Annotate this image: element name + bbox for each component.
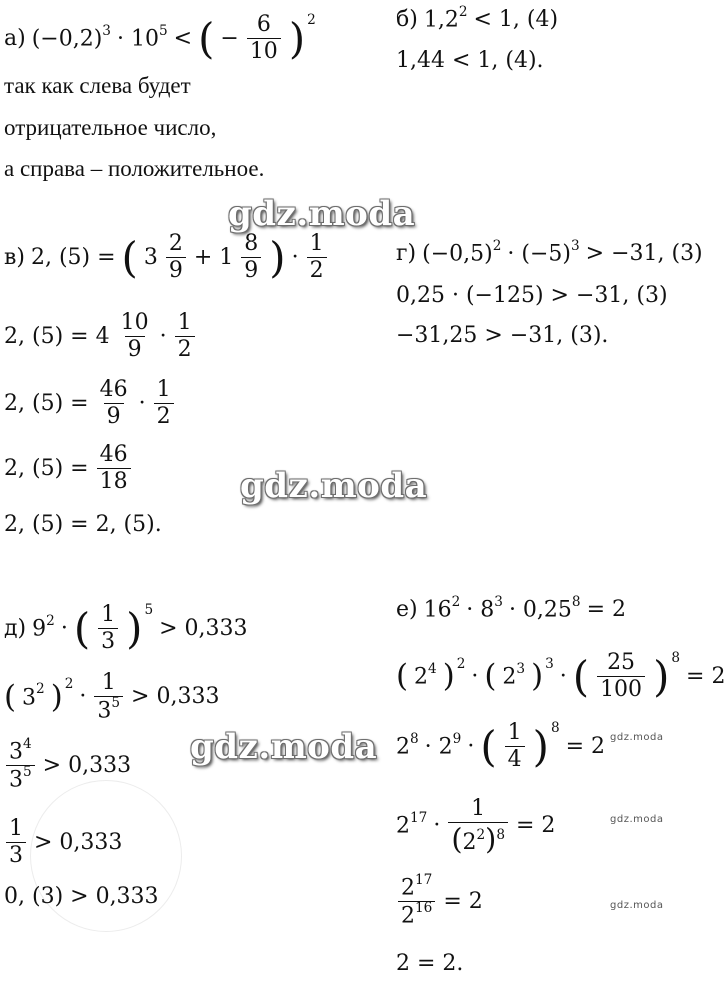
watermark-small-3: gdz.moda: [610, 900, 664, 911]
e-l4-do: 8: [496, 826, 505, 843]
e-l4-e1: 17: [410, 810, 428, 827]
a-mul: · 10: [116, 26, 159, 52]
d-l2-frac: [94, 672, 123, 722]
e-l5-n: 2: [401, 875, 415, 901]
v-l2-d: 9: [125, 336, 145, 361]
d-l4-frac: [6, 818, 26, 867]
e-l3-b: · 2: [424, 734, 453, 760]
g-l1-c: > −31, (3): [585, 240, 703, 266]
d-l3-rest: > 0,333: [42, 752, 132, 778]
v-l3-half: [154, 379, 174, 428]
problem-v-line3: [4, 379, 176, 428]
v-l2-left: 2, (5) = 4: [4, 323, 110, 349]
v-l3-left: 2, (5) =: [4, 390, 89, 416]
e-l1-d: = 2: [586, 596, 627, 622]
problem-d-line2: [4, 672, 219, 722]
d-l3-num: [6, 735, 35, 765]
e-l2-rest: = 2: [686, 663, 725, 689]
v-l3-n: 46: [99, 377, 128, 402]
a-exp3: 2: [307, 11, 316, 28]
e-l3-dot: ·: [467, 733, 475, 759]
a-base: (−0,2): [31, 26, 103, 52]
e-l2-p2c: ): [531, 658, 544, 695]
problem-e-line1: [396, 593, 627, 623]
label-v: в): [4, 244, 25, 270]
watermark-2: gdz.moda: [240, 466, 428, 506]
e-l5-den: [398, 901, 435, 927]
e-l1-c: · 0,25: [508, 597, 572, 623]
label-a: а): [4, 25, 26, 51]
e-l2-d: 100: [597, 676, 645, 701]
watermark-1: gdz.moda: [228, 194, 416, 234]
v-l1-d2: 9: [241, 257, 261, 282]
e-l4-db: 2: [462, 830, 477, 855]
b-rest: < 1, (4): [473, 6, 559, 32]
d-l1-pe: 5: [144, 601, 154, 618]
e-l3-rest: = 2: [565, 733, 606, 759]
e-l2-b1: 2: [414, 664, 429, 690]
label-g: г): [396, 240, 417, 266]
d-l3-frac: [6, 735, 35, 793]
e-l1-e3: 8: [571, 593, 581, 610]
v-l1-d1: 9: [166, 257, 186, 282]
d-l1-n: 1: [101, 602, 116, 627]
v-l2-dot: ·: [159, 323, 167, 349]
v-l1-half: [307, 233, 327, 282]
e-l4-dot: ·: [433, 813, 441, 838]
problem-d-line1: [4, 601, 248, 654]
v-l4-frac: [97, 444, 131, 493]
d-l4-n: 1: [9, 816, 23, 841]
problem-b-line1: [396, 3, 559, 33]
v-l3-dot: ·: [138, 390, 146, 416]
d-l2-paren-close: ): [50, 678, 63, 715]
d-l2-n: 1: [101, 670, 116, 695]
problem-v-line1: [4, 233, 329, 282]
d-l2-paren-open: (: [4, 678, 17, 715]
d-l2-dot: ·: [79, 684, 87, 710]
e-l2-dot2: ·: [559, 663, 567, 689]
v-l2-half: [175, 312, 195, 361]
e-l2-b2: 2: [502, 664, 517, 690]
g-l1-a: (−0,5): [422, 241, 493, 267]
e-l3-pc: ): [532, 721, 549, 771]
d-l3-n: 3: [9, 739, 23, 765]
v-l2-n: 10: [120, 310, 149, 335]
a-exp2: 5: [158, 22, 168, 39]
v-l2-half-d: 2: [175, 336, 195, 361]
e-l4-den: $(2^2)^8$: [448, 822, 508, 854]
g-l1-b: · (−5): [507, 241, 571, 267]
e-l3-e2: 9: [452, 730, 462, 747]
problem-a-text3: а справа – положительное.: [4, 156, 265, 181]
problem-g-line3: −31,25 > −31, (3).: [396, 323, 609, 348]
e-l2-e2: 3: [516, 660, 526, 677]
v-paren-close: ): [269, 232, 286, 282]
d-l1-d: 3: [98, 628, 118, 653]
problem-v-line5: 2, (5) = 2, (5).: [4, 512, 162, 537]
problem-e-line4: [396, 798, 555, 854]
a-den: 10: [247, 38, 281, 63]
a-num: 6: [256, 12, 271, 37]
e-l2-p1c: ): [442, 658, 455, 695]
label-b: б): [396, 6, 418, 32]
e-l1-e2: 3: [494, 593, 503, 610]
v-l1-half-n: 1: [309, 231, 324, 256]
v-l4-n: 46: [99, 442, 128, 467]
a-fraction: [247, 14, 281, 63]
v-l4-d: 18: [97, 468, 131, 493]
d-l3-de: 5: [23, 764, 32, 781]
problem-e-line6: 2 = 2.: [396, 951, 464, 976]
e-l2-frac: [597, 652, 645, 701]
e-l2-p3c: ): [653, 651, 670, 701]
e-l3-frac: [505, 722, 525, 771]
d-l1-base: 9: [32, 616, 47, 642]
v-l1-frac2: [241, 233, 261, 282]
v-l2-half-n: 1: [177, 310, 192, 335]
d-l4-rest: > 0,333: [34, 829, 123, 855]
label-d: д): [4, 615, 27, 641]
v-l3-half-d: 2: [154, 403, 174, 428]
problem-a-line1: [4, 11, 316, 64]
e-l2-o2: 3: [545, 655, 554, 672]
v-l4-left: 2, (5) =: [4, 455, 89, 481]
v-l3-d: 9: [104, 403, 124, 428]
d-l2-oe: 2: [64, 676, 74, 693]
e-l1-a: 16: [423, 597, 452, 623]
e-l3-n: 1: [507, 720, 522, 745]
e-l4-rest: = 2: [516, 813, 556, 838]
a-exp1: 3: [102, 22, 111, 39]
e-l3-a: 2: [396, 734, 410, 760]
d-l1-frac: [98, 604, 118, 653]
v-l1-plus: + 1: [193, 244, 234, 270]
d-l3-d: 3: [9, 767, 23, 793]
d-l1-rest: > 0,333: [159, 615, 248, 641]
e-l4-frac: [448, 798, 508, 854]
e-l4-a: 2: [396, 813, 410, 839]
e-l5-ne: 17: [415, 871, 433, 888]
b-base: 1,2: [423, 7, 459, 33]
g-l1-e2: 3: [570, 237, 580, 254]
v-paren-open: (: [121, 232, 138, 282]
b-exp: 2: [458, 3, 468, 20]
problem-g-line2: 0,25 · (−125) > −31, (3): [396, 283, 668, 308]
d-l2-d: 3: [97, 698, 112, 724]
v-l3-half-n: 1: [156, 377, 171, 402]
problem-d-line3: [4, 735, 132, 793]
e-l3-e3: 8: [550, 719, 560, 736]
problem-a-text2: отрицательное число,: [4, 115, 217, 140]
v-l1-frac1: [166, 233, 186, 282]
watermark-small-2: gdz.moda: [610, 814, 664, 825]
a-lt: <: [173, 25, 193, 51]
g-l1-e1: 2: [492, 237, 502, 254]
d-l1-paren-open: (: [73, 603, 91, 653]
e-l2-e1: 4: [428, 660, 437, 677]
v-l1-whole1: 3: [143, 244, 158, 270]
watermark-small-1: gdz.moda: [610, 732, 664, 743]
v-l1-left: 2, (5) =: [30, 244, 116, 270]
e-l5-rest: = 2: [443, 888, 483, 914]
problem-v-line4: [4, 444, 133, 493]
v-l3-frac: [97, 379, 131, 428]
e-l3-d: 4: [505, 746, 525, 771]
problem-a-text1: так как слева будет: [4, 73, 191, 98]
problem-e-line3: [396, 719, 606, 772]
d-l1-dot: ·: [60, 615, 68, 641]
problem-d-line5: 0, (3) > 0,333: [4, 884, 159, 909]
problem-e-line5: [396, 871, 483, 929]
watermark-3: gdz.moda: [190, 727, 378, 767]
v-l1-dot: ·: [291, 244, 299, 270]
d-l1-e: 2: [46, 612, 55, 629]
v-l1-n2: 8: [244, 231, 259, 256]
problem-g-line1: [396, 237, 703, 267]
d-l2-den: [94, 696, 123, 722]
d-l3-den: [6, 765, 35, 791]
d-l2-ie: 2: [36, 681, 45, 698]
e-l2-o3: 8: [671, 649, 681, 666]
d-l3-ne: 4: [23, 735, 32, 752]
a-paren-open: (: [198, 13, 215, 63]
problem-e-line2: [396, 649, 725, 702]
a-paren-close: ): [288, 13, 306, 63]
e-l1-b: · 8: [466, 597, 495, 623]
d-l2-base: 3: [22, 684, 37, 710]
e-l1-e1: 2: [451, 593, 461, 610]
problem-b-line2: 1,44 < 1, (4).: [396, 48, 544, 73]
d-l2-rest: > 0,333: [131, 684, 220, 710]
e-l4-n: 1: [471, 796, 486, 821]
e-l4-de: 2: [476, 826, 486, 843]
problem-v-line2: [4, 312, 197, 361]
e-l5-frac: [398, 871, 435, 929]
d-l1-paren-close: ): [126, 603, 143, 653]
label-e: е): [396, 596, 418, 622]
d-l2-de: 5: [111, 694, 121, 711]
v-l1-n1: 2: [168, 231, 183, 256]
e-l2-o1: 2: [456, 655, 466, 672]
v-l1-half-d: 2: [307, 257, 327, 282]
e-l5-d: 2: [401, 903, 415, 929]
e-l2-dot1: ·: [471, 663, 479, 689]
e-l3-po: (: [480, 721, 497, 771]
e-l3-e1: 8: [410, 730, 419, 747]
e-l2-p1o: (: [396, 658, 409, 695]
d-l4-d: 3: [6, 842, 26, 867]
e-l2-p3o: (: [572, 651, 590, 701]
e-l2-p2o: (: [484, 658, 497, 695]
e-l2-n: 25: [607, 650, 636, 675]
e-l5-num: [398, 871, 435, 901]
v-l2-frac: [118, 312, 152, 361]
problem-d-line4: [4, 818, 122, 867]
e-l5-de: 16: [415, 900, 433, 917]
a-minus: −: [220, 25, 239, 51]
